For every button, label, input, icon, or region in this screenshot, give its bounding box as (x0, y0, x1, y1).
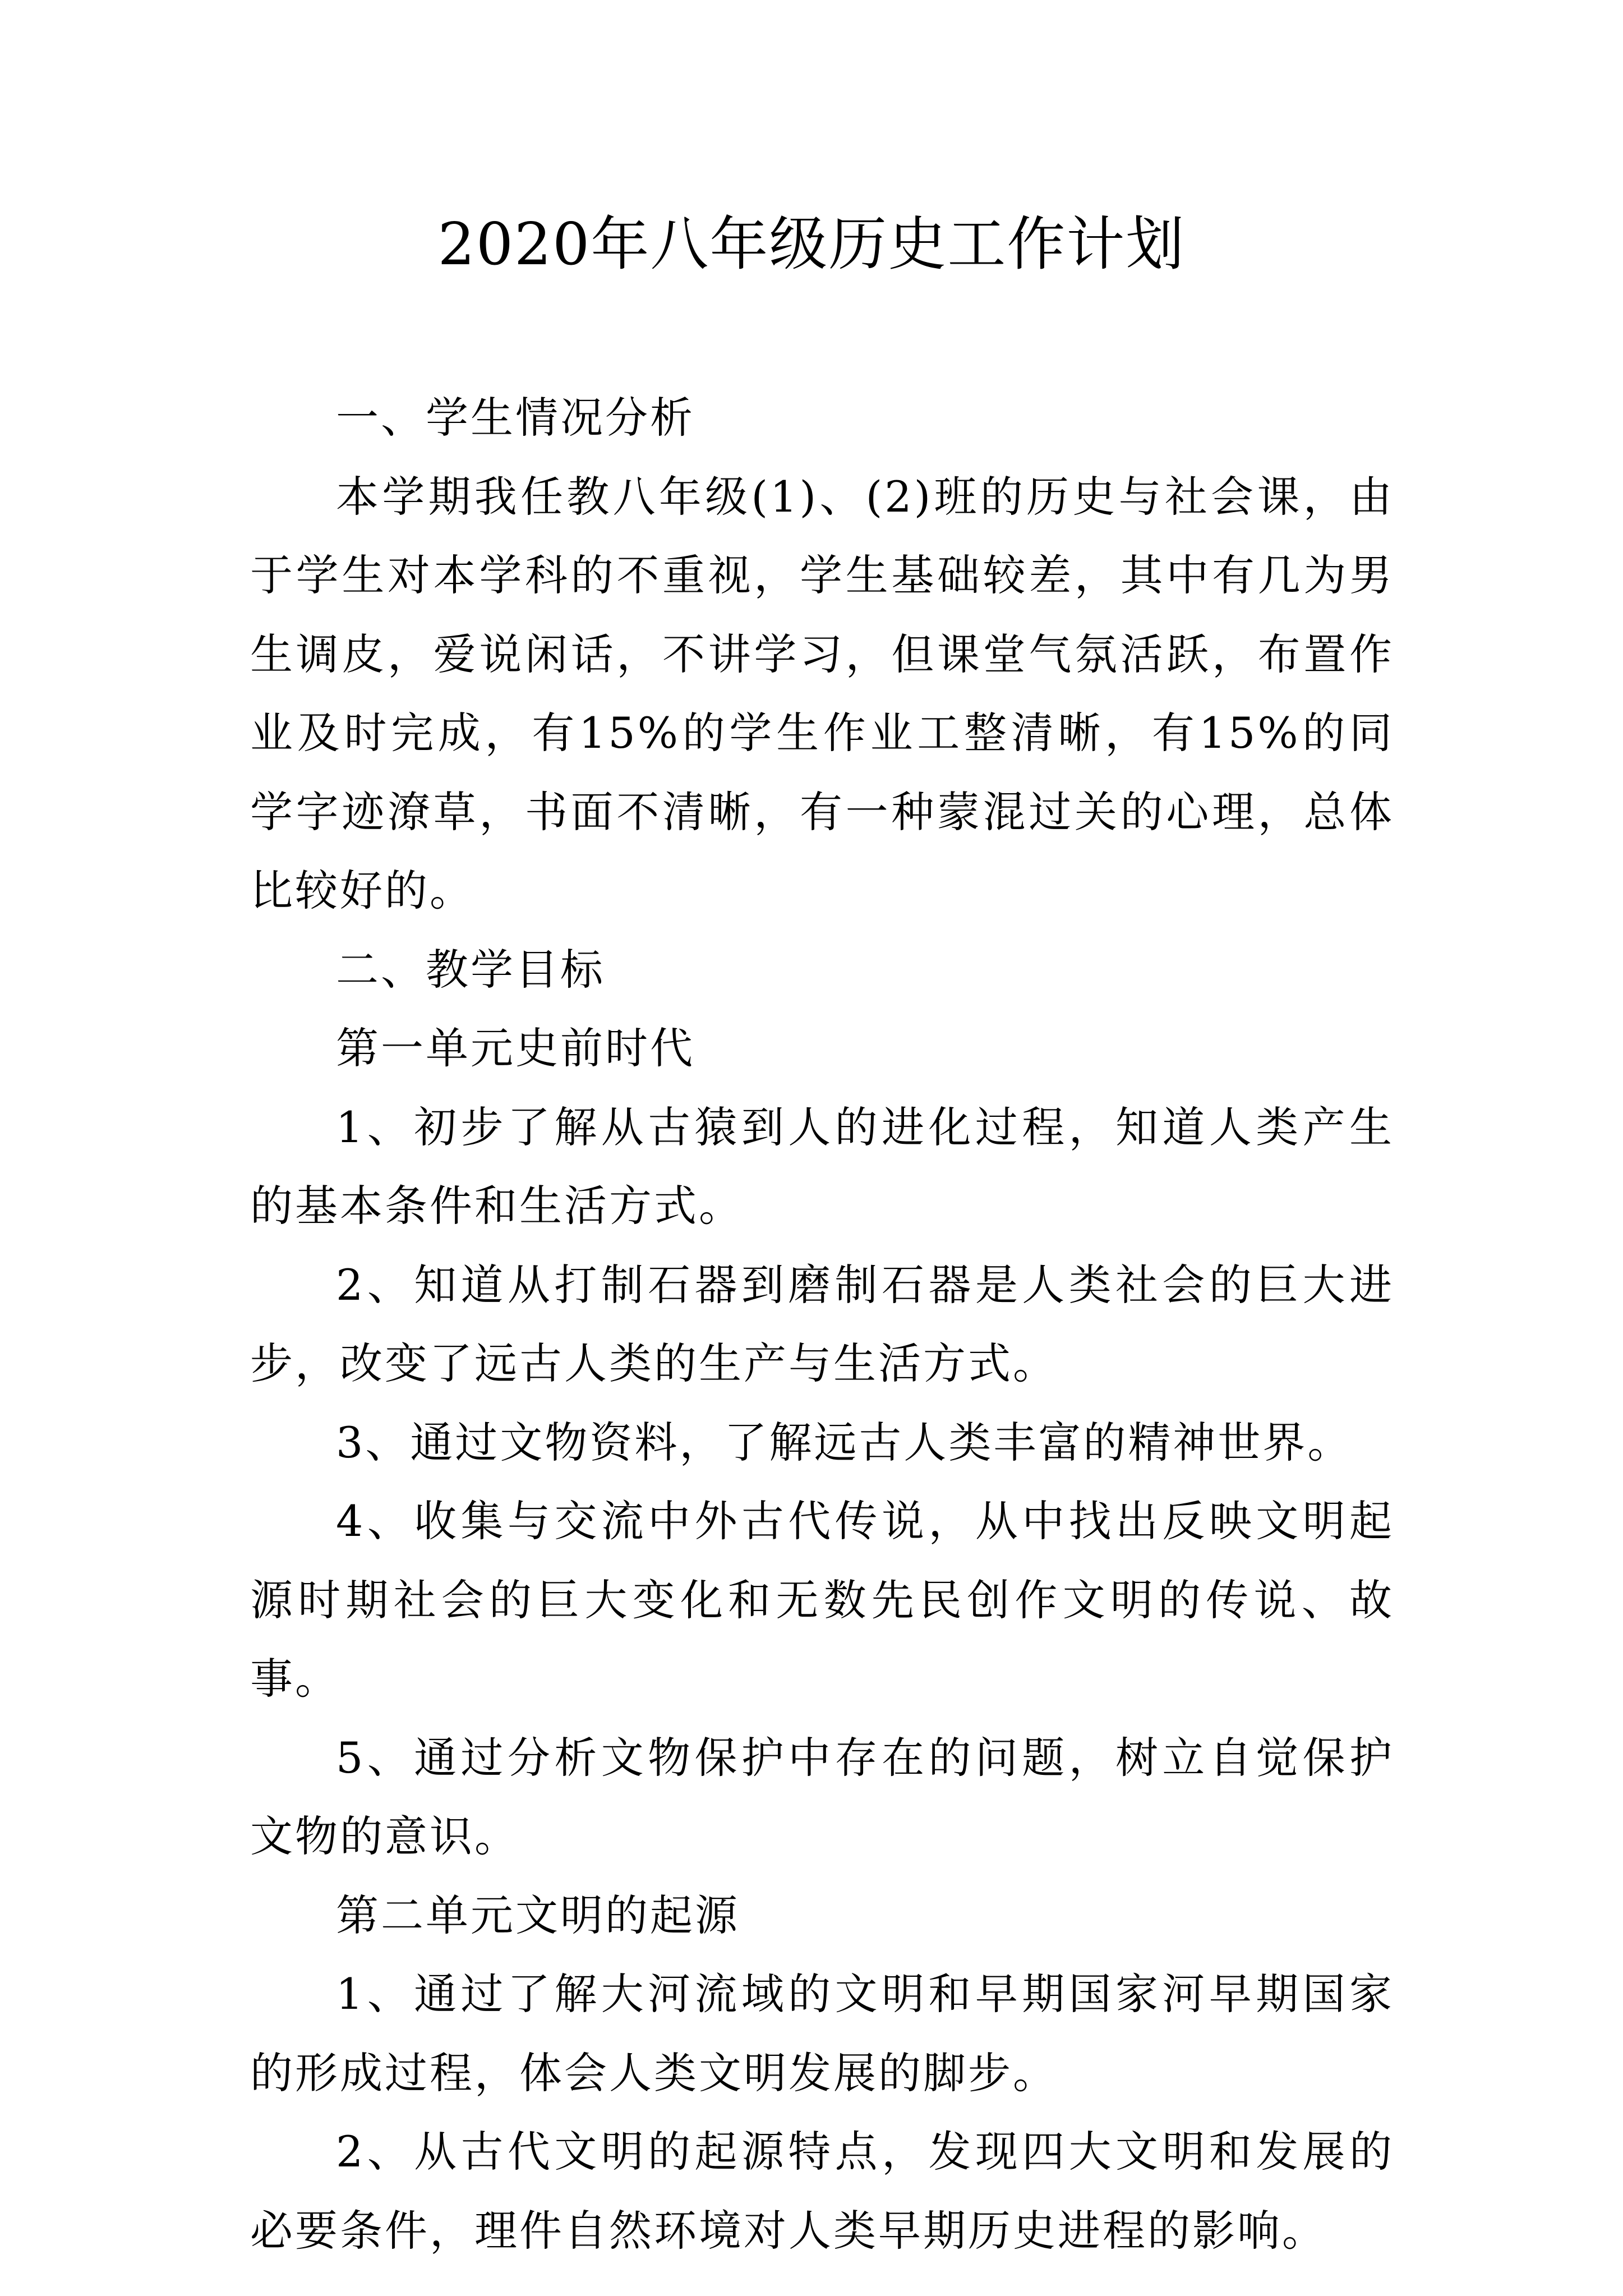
list-item: 1、通过了解大河流域的文明和早期国家河早期国家的形成过程，体会人类文明发展的脚步。 (250, 1969, 1394, 2098)
list-item: 3、通过文物资料，了解远古人类丰富的精神世界。 (336, 1417, 1353, 1467)
list-item: 1、初步了解从古猿到人的进化过程，知道人类产生的基本条件和生活方式。 (250, 1102, 1394, 1231)
list-item: 2、知道从打制石器到磨制石器是人类社会的巨大进步，改变了远古人类的生产与生活方式。 (250, 1259, 1394, 1388)
unit-heading-prehistory: 第一单元史前时代 (336, 1023, 695, 1073)
document-body (250, 379, 1394, 2270)
unit-heading-origin-of-civilization: 第二单元文明的起源 (336, 1890, 740, 1940)
section-heading-teaching-goals: 二、教学目标 (336, 944, 605, 995)
paragraph-student-analysis: 本学期我任教八年级(1)、(2)班的历史与社会课，由于学生对本学科的不重视，学生基础较差，其中有几为男生调皮，爱说闲话，不讲学习，但课堂气氛活跃，布置作业及时完成，有15%的学生作业工整清晰，有15%的同学字迹潦草，书面不清晰，有一种蒙混过关的心理，总体比较好的。 (250, 471, 1394, 915)
document-title: 2020年八年级历史工作计划 (437, 210, 1186, 278)
section-heading-student-analysis: 一、学生情况分析 (336, 393, 695, 443)
list-item: 4、收集与交流中外古代传说，从中找出反映文明起源时期社会的巨大变化和无数先民创作文明的传说、故事。 (250, 1496, 1394, 1704)
list-item: 5、通过分析文物保护中存在的问题，树立自觉保护文物的意识。 (250, 1732, 1394, 1861)
list-item: 2、从古代文明的起源特点，发现四大文明和发展的必要条件，理件自然环境对人类早期历史进程的影响。 (250, 2127, 1394, 2256)
